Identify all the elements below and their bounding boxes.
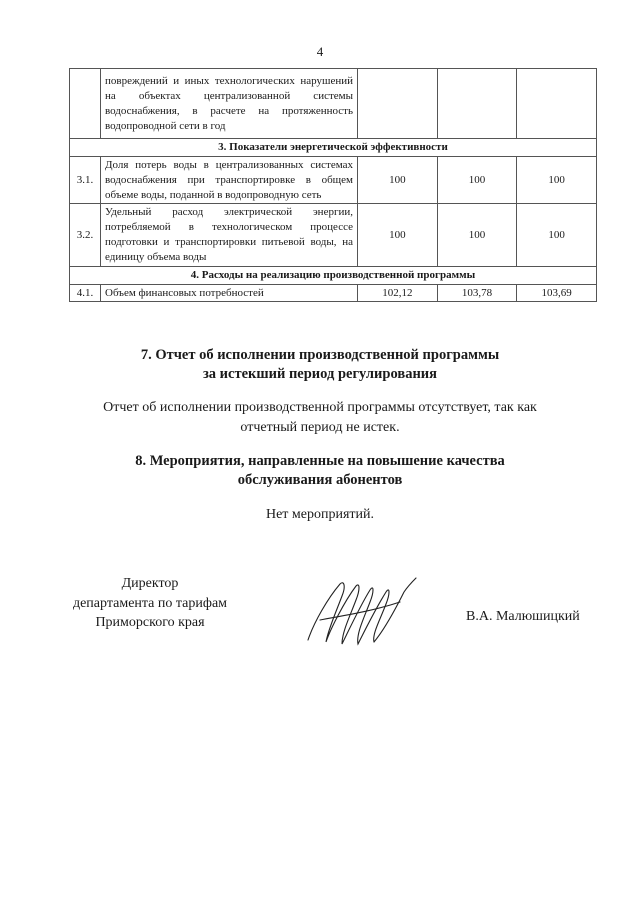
table-row bbox=[70, 69, 597, 139]
row-value-3: 103,69 bbox=[517, 284, 597, 302]
section-title: 4. Расходы на реализацию производственной программы bbox=[70, 266, 597, 284]
section-7-text bbox=[0, 398, 640, 439]
title-line: Директор bbox=[121, 576, 179, 591]
row-value-3: 100 bbox=[517, 204, 597, 266]
row-description: повреждений и иных технологических нарушений на объектах централизованной системы водоснабжения, в расчете на протяженность водопроводной сети в год bbox=[101, 69, 358, 139]
row-value-1: 100 bbox=[358, 204, 438, 266]
row-value-2: 100 bbox=[437, 156, 517, 204]
row-value-2: 100 bbox=[437, 204, 517, 266]
heading-line: 8. Мероприятия, направленные на повышение качества bbox=[135, 453, 505, 469]
row-value-2: 103,78 bbox=[437, 284, 517, 302]
row-value-3 bbox=[517, 69, 597, 139]
section-title: 3. Показатели энергетической эффективности bbox=[70, 139, 597, 157]
section-header-row bbox=[70, 139, 597, 157]
page-number: 4 bbox=[316, 44, 324, 59]
section-7-heading bbox=[0, 346, 640, 384]
row-value-1: 102,12 bbox=[358, 284, 438, 302]
handwritten-signature bbox=[300, 572, 420, 652]
title-line: Приморского края bbox=[95, 615, 205, 631]
heading-line: 7. Отчет об исполнении производственной программы bbox=[140, 347, 500, 363]
section-8-heading bbox=[0, 452, 640, 490]
row-number: 3.1. bbox=[70, 156, 101, 204]
row-description: Доля потерь воды в централизованных системах водоснабжения при транспортировке в общем объеме воды, поданной в водопроводную сеть bbox=[101, 156, 358, 204]
row-value-1 bbox=[358, 69, 438, 139]
section-8-text: Нет мероприятий. bbox=[265, 507, 375, 522]
row-number: 3.2. bbox=[70, 204, 101, 266]
title-line: департамента по тарифам bbox=[72, 595, 228, 611]
row-description: Удельный расход электрической энергии, потребляемой в технологическом процессе подготовки и транспортировки питьевой воды, на единицу объема воды bbox=[101, 204, 358, 266]
table-row bbox=[70, 156, 597, 204]
row-number: 4.1. bbox=[70, 284, 101, 302]
signatory-name: В.А. Малюшицкий bbox=[466, 609, 580, 624]
section-header-row bbox=[70, 266, 597, 284]
row-value-3: 100 bbox=[517, 156, 597, 204]
row-description: Объем финансовых потребностей bbox=[101, 284, 358, 302]
row-number bbox=[70, 69, 101, 139]
heading-line: обслуживания абонентов bbox=[237, 472, 403, 489]
signatory-title bbox=[50, 574, 250, 633]
heading-line: за истекший период регулирования bbox=[202, 366, 438, 383]
indicators-table bbox=[69, 68, 597, 302]
text-line: Отчет об исполнении производственной программы отсутствует, так как bbox=[103, 400, 537, 415]
table-row bbox=[70, 204, 597, 266]
row-value-1: 100 bbox=[358, 156, 438, 204]
text-line: отчетный период не истек. bbox=[240, 420, 400, 436]
row-value-2 bbox=[437, 69, 517, 139]
table-row bbox=[70, 284, 597, 302]
